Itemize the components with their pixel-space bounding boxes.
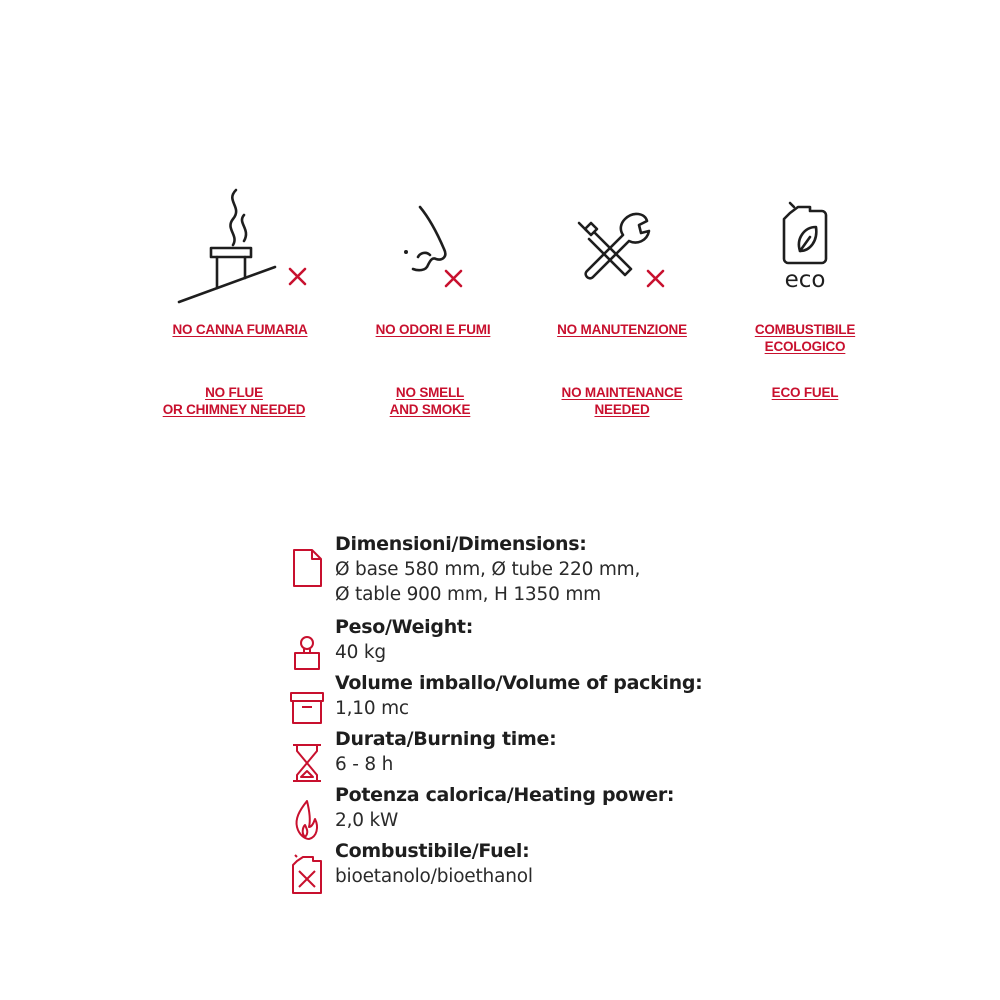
spec-title: Volume imballo/Volume of packing: (335, 672, 703, 694)
feature-label-it[interactable]: NO CANNA FUMARIA (172, 322, 308, 337)
hourglass-icon (285, 741, 329, 785)
svg-text:eco: eco (784, 267, 826, 293)
spec-value: 6 - 8 h (335, 754, 394, 775)
feature-label-en[interactable]: NO MAINTENANCE NEEDED (561, 385, 683, 417)
feature-no-flue (145, 185, 335, 425)
feature-label-en[interactable]: ECO FUEL (771, 385, 839, 400)
feature-label-en[interactable]: NO FLUE OR CHIMNEY NEEDED (162, 385, 306, 417)
tools-icon (527, 185, 717, 310)
spec-title: Durata/Burning time: (335, 728, 557, 750)
spec-title: Dimensioni/Dimensions: (335, 533, 587, 555)
feature-label-it[interactable]: COMBUSTIBILE ECOLOGICO (754, 322, 856, 354)
spec-title: Potenza calorica/Heating power: (335, 784, 675, 806)
box-icon (285, 685, 329, 729)
weight-icon (285, 629, 329, 673)
feature-no-maintenance (527, 185, 717, 425)
flame-icon (285, 797, 329, 841)
eco-canister-icon (710, 185, 900, 310)
spec-value: Ø base 580 mm, Ø tube 220 mm, Ø table 900 mm, H 1350 mm (335, 559, 641, 605)
spec-value: 40 kg (335, 642, 386, 663)
fuel-canister-icon (285, 853, 329, 897)
feature-label-it[interactable]: NO ODORI E FUMI (375, 322, 491, 337)
feature-label-en[interactable]: NO SMELL AND SMOKE (389, 385, 471, 417)
spec-title: Peso/Weight: (335, 616, 474, 638)
spec-value: bioetanolo/bioethanol (335, 866, 533, 887)
spec-value: 1,10 mc (335, 698, 409, 719)
spec-value: 2,0 kW (335, 810, 399, 831)
feature-no-smell (338, 185, 528, 425)
nose-icon (338, 185, 528, 310)
feature-eco-fuel (710, 185, 900, 425)
chimney-icon (145, 185, 335, 310)
feature-label-it[interactable]: NO MANUTENZIONE (557, 322, 687, 337)
document-icon (285, 546, 329, 590)
spec-title: Combustibile/Fuel: (335, 840, 530, 862)
